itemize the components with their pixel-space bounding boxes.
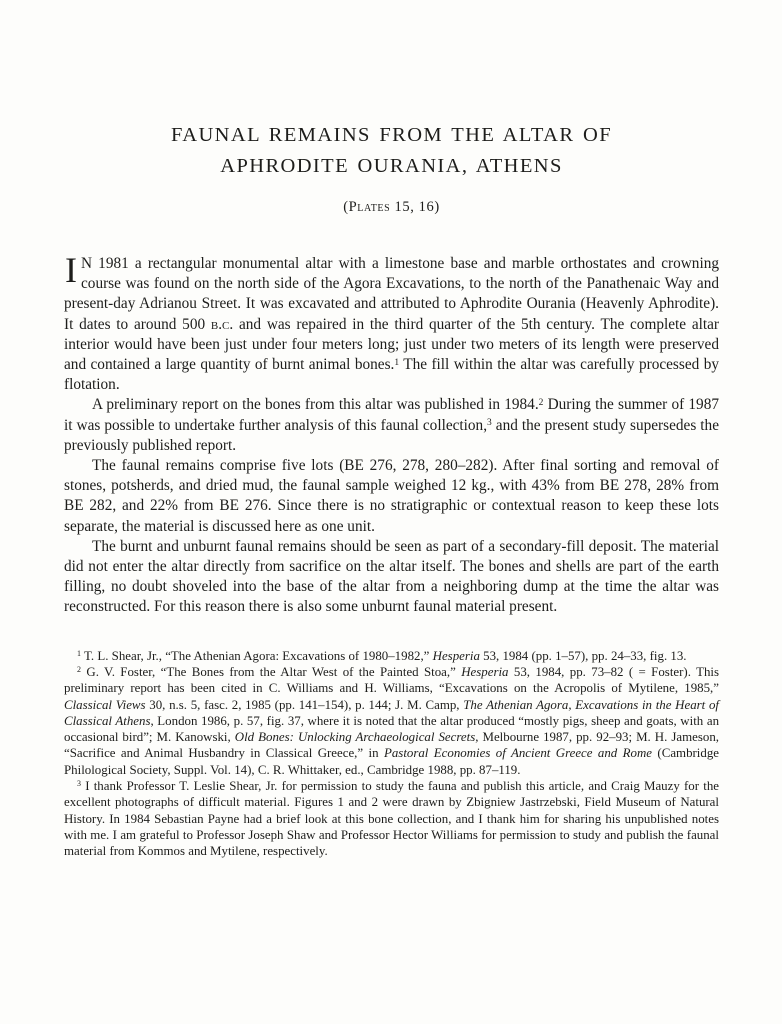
footnote-1: $^1$ T. L. Shear, Jr., “The Athenian Agora: Excavations of 1980–1982,” Hesperia 53, 1984 (pp. 1–57), pp. 24–33, fig. 13.: [77, 648, 687, 663]
title-line-2: APHRODITE OURANIA, ATHENS: [220, 155, 563, 177]
footnote-2: $^2$ G. V. Foster, “The Bones from the Altar West of the Painted Stoa,” Hesperia 53, 1984, pp. 73–82 ( = Foster). This preliminary report has been cited in C. Williams and H. Williams, “Excavations on the Acropolis of Mytilene, 1985,” Classical Views 30, n.s. 5, fasc. 2, 1985 (pp. 141–154), p. 144; J. M. Camp, The Athenian Agora, Excavations in the Heart of Classical Athens, London 1986, p. 57, fig. 37, where it is noted that the altar produced “mostly pigs, sheep and goats, with an occasional bird”; M. Kanowski, Old Bones: Unlocking Archaeological Secrets, Melbourne 1987, pp. 92–93; M. H. Jameson, “Sacrifice and Animal Husbandry in Classical Greece,” in Pastoral Economies of Ancient Greece and Rome (Cambridge Philological Society, Suppl. Vol. 14), C. R. Whittaker, ed., Cambridge 1988, pp. 87–119.: [64, 664, 720, 777]
title-line-1: FAUNAL REMAINS FROM THE ALTAR OF: [170, 124, 612, 146]
plates-reference: (Plates 15, 16): [343, 199, 440, 215]
footnotes-section: [64, 648, 719, 860]
article-title: [64, 120, 719, 182]
dropcap-initial: I: [65, 250, 77, 290]
body-paragraph-1: [64, 250, 720, 395]
footnote-3: $^3$ I thank Professor T. Leslie Shear, Jr. for permission to study the fauna and publish this article, and Craig Mauzy for the excellent photographs of difficult material. Figures 1 and 2 were drawn by Zbigniew Jastrzebski, Field Museum of Natural History. In 1984 Sebastian Payne had a brief look at this bone collection, and I thank him for sharing his unpublished notes with me. I am grateful to Professor Joseph Shaw and Professor Hector Williams for permission to study and publish the faunal material from Kommos and Mytilene, respectively.: [64, 779, 719, 859]
body-paragraph-3: The faunal remains comprise five lots (BE 276, 278, 280–282). After final sorting and removal of stones, potsherds, and dried mud, the faunal sample weighed 12 kg., with 43% from BE 278, 28% from BE 282, and 22% from BE 276. Since there is no stratigraphic or contextual reason to keep these lots separate, the material is discussed here as one unit.: [64, 457, 719, 535]
article-header: [64, 120, 719, 216]
body-paragraph-2: A preliminary report on the bones from this altar was published in 1984.$^2$ During the summer of 1987 it was possible to undertake further analysis of this faunal collection,$^3$ and the present study supersedes the previously published report.: [64, 396, 719, 454]
article-body: [64, 250, 720, 618]
body-paragraph-4: The burnt and unburnt faunal remains should be seen as part of a secondary-fill deposit. The material did not enter the altar directly from sacrifice on the altar itself. The bones and shells are part of the earth filling, no doubt shoveled into the base of the altar from a neighboring dump at the time the altar was reconstructed. For this reason there is also some unburnt faunal material present.: [64, 537, 719, 616]
paragraph-1-text: N 1981 a rectangular monumental altar with a limestone base and marble orthostates and crowning course was found on the north side of the Agora Excavations, to the north of the Panathenaic Way and present-day Adrianou Street. It was excavated and attributed to Aphrodite Ourania (Heavenly Aphrodite). It dates to around 500 b.c. and was repaired in the third quarter of the 5th century. The complete altar interior would have been just under four meters long; just under two meters of its length were preserved and contained a large quantity of burnt animal bones.$^1$ The fill within the altar was carefully processed by flotation.: [64, 255, 720, 394]
